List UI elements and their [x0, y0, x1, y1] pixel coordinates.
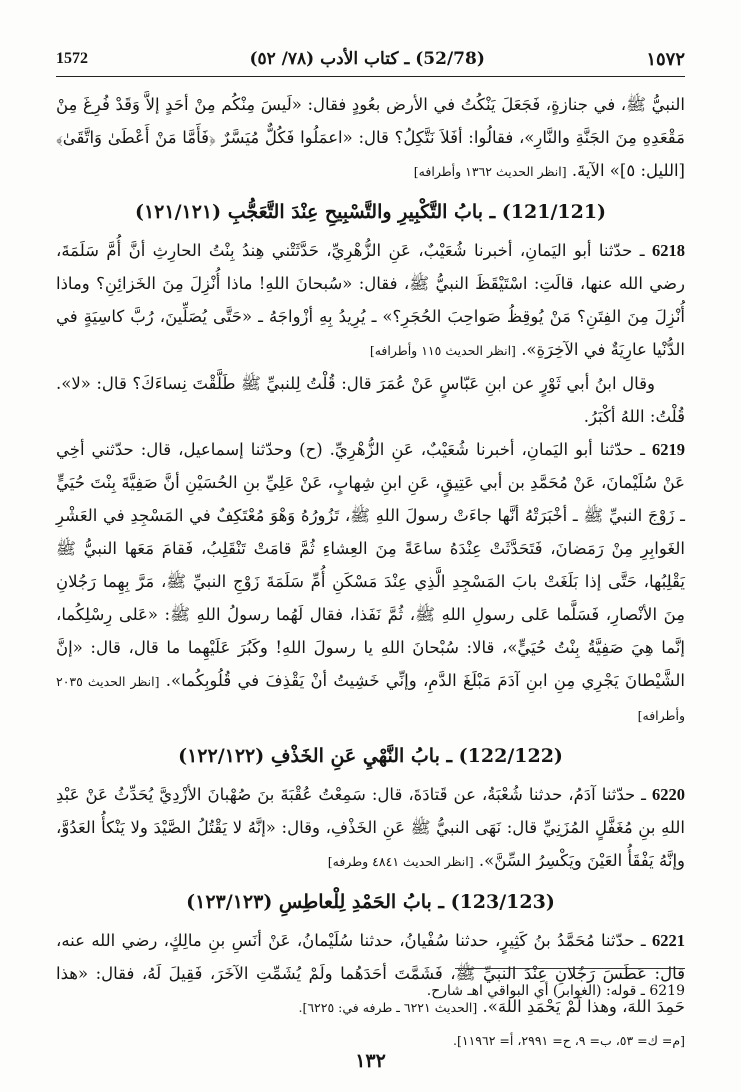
cross-reference: [انظر الحديث ١١٥ وأطرافه] [369, 343, 516, 358]
hadith-number: 6219 [652, 440, 685, 459]
main-text [56, 88, 685, 1057]
paragraph-continued [56, 88, 685, 188]
page-number-footer: ١٣٢ [355, 1050, 386, 1072]
hadith-6221 [56, 924, 685, 1024]
page-number-latin: 1572 [56, 50, 88, 67]
chapter-heading-122: (122/122) ـ بابُ النَّهْيِ عَنِ الخَذْفِ (١٢٢/١٢٢) [178, 745, 563, 767]
page-number-arabic: ١٥٧٢ [646, 48, 685, 70]
chapter-heading-121: (121/121) ـ بابُ التَّكْبِيرِ والتَّسْبِيحِ عِنْدَ التَّعَجُّبِ (١٢١/١٢١) [134, 201, 607, 223]
footnote: 6219 ـ قوله: (الغوابر) أي البواقي اهـ شارح. [426, 983, 685, 999]
hadith-6219 [56, 433, 685, 732]
hadith-number: 6220 [652, 785, 686, 804]
cross-reference: [انظر الحديث ٤٨٤١ وطرفه] [327, 854, 474, 869]
hadith-text: ـ حدّثنا أبو اليَمانِ، أخبرنا شُعَيْبٌ، عَنِ الزُّهْرِيِّ. (ح) وحدّثنا إسماعيل، قال: حدّثني أخِي عَنْ سُلَيْمانَ، عَنْ مُحَمَّدِ بن أبي عَتِيقٍ، عَنِ ابنِ شِهابٍ، عَنْ عَلِيِّ بنِ الحُسَيْنِ أنَّ صَفِيَّةَ بِنْتَ حُيَيٍّ ـ زَوْجَ النبيِّ ﷺ ـ أخْبَرَتْهُ أنَّها جاءَتْ رسولَ اللهِ ﷺ، تَزُورُهُ وَهْوَ مُعْتَكِفٌ في المَسْجِدِ في العَشْرِ الغَوابِرِ مِنْ رَمَضانَ، فَتَحَدَّثَتْ عِنْدَهُ ساعَةً مِنَ العِشاءِ ثُمَّ قامَتْ تَنْقَلِبُ، فَقامَ مَعَها النبيُّ ﷺ يَقْلِبُها، حَتَّى إذا بَلَغَتْ بابَ المَسْجِدِ الَّذِي عِنْدَ مَسْكَنِ أُمِّ سَلَمَةَ زَوْجِ النبيِّ ﷺ، مَرَّ بِهِما رَجُلانِ مِنَ الأنْصارِ، فَسَلَّما عَلى رسولِ اللهِ ﷺ، ثُمَّ نَفَذا، فقال لَهُما رسولُ اللهِ ﷺ: «عَلى رِسْلِكُما، إنَّما هِيَ صَفِيَّةُ بِنْتُ حُيَيٍّ»، قالا: سُبْحانَ اللهِ يا رسولَ اللهِ! وكَبُرَ عَلَيْهِما ما قال، قال: «إنَّ الشَّيْطانَ يَجْرِي مِنِ ابنِ آدَمَ مَبْلَغَ الدَّمِ، وإنِّي خَشِيتُ أنْ يَقْذِفَ في قُلُوبِكُما». [56, 440, 685, 690]
hadith-6218-addendum: وقال ابنُ أبي ثَوْرٍ عن ابنِ عَبّاسٍ عَنْ عُمَرَ قال: قُلْتُ لِلنبيِّ ﷺ طَلَّقْتَ نِساءَكَ؟ قال: «لا». قُلْتُ: اللهُ أكْبَرُ. [56, 374, 685, 426]
hadith-number: 6221 [651, 931, 685, 950]
hadith-text: ـ حدّثنا آدَمُ، حدثنا شُعْبَةُ، عن قَتادَةَ، قال: سَمِعْتُ عُقْبَةَ بنَ صُهْبانَ الأزْدِيَّ يُحَدِّثُ عَنْ عَبْدِ اللهِ بنِ مُغَفَّلٍ المُزَنِيِّ قال: نَهَى النبيُّ ﷺ عَنِ الخَذْفِ، وقال: «إنَّهُ لا يَقْتُلُ الصَّيْدَ ولا يَنْكأُ العَدُوَّ، وإنَّهُ يَفْقَأُ العَيْنَ ويَكْسِرُ السِّنَّ». [56, 785, 685, 870]
footnote-divider [455, 968, 685, 969]
running-title: (52/78) ـ كتاب الأدب (٧٨/ ٥٢) [249, 49, 485, 69]
chapter-heading-123: (123/123) ـ بابُ الحَمْدِ لِلْعاطِسِ (١٢٣/١٢٣) [186, 891, 555, 913]
hadith-6218 [56, 234, 685, 367]
paragraph-text: النبيُّ ﷺ، في جنازةٍ، فَجَعَلَ يَنْكُتُ في الأرض بعُودٍ فقال: «لَيسَ مِنْكُم مِنْ أحَدٍ إلاَّ وَقَدْ فُرِغَ مِنْ مَقْعَدِهِ مِنَ الجَنَّةِ والنَّارِ»، فقالُوا: أفَلاَ نَتَّكِلُ؟ قال: «اعمَلُوا فَكُلٌّ مُيَسَّرٌ ﴿فَأَمَّا مَنْ أَعْطَىٰ وَاتَّقَىٰ﴾ [الليل: ٥]» الآيةَ. [56, 95, 685, 180]
hadith-number: 6218 [652, 241, 685, 260]
hadith-text: ـ حدّثنا أبو اليَمانِ، أخبرنا شُعَيْبٌ، عَنِ الزُّهْرِيِّ، حَدَّثَتْني هِندُ بِنْتُ الحارِثِ أنَّ أُمَّ سَلَمَةَ، رضي الله عنها، قالَتِ: اسْتَيْقَظَ النبيُّ ﷺ، فقال: «سُبحانَ اللهِ! ماذا أُنْزِلَ مِنَ الخَزائِنِ؟ وماذا أُنْزِلَ مِنَ الفِتَنِ؟ مَنْ يُوقِظُ صَواحِبَ الحُجَرِ؟» ـ يُرِيدُ بِهِ أزْواجَهُ ـ «حَتَّى يُصَلِّينَ، رُبَّ كاسِيَةٍ في الدُّنْيا عارِيَةٌ في الآخِرَةِ». [56, 241, 685, 359]
running-header [56, 42, 685, 77]
hadith-6220 [56, 778, 685, 878]
manuscript-sigla: [م= ك= ٥٣، ب= ٩، ح= ٢٩٩١، أ= ١١٩٦٢]. [453, 1033, 685, 1048]
cross-reference: [انظر الحديث ١٣٦٢ وأطرافه] [413, 164, 567, 179]
cross-reference: [انظر الحديث ٢٠٣٥ وأطرافه] [56, 674, 685, 723]
hadith-text: ـ حدّثنا مُحَمَّدُ بنُ كَثِيرٍ، حدثنا سُفْيانُ، حدثنا سُلَيْمانُ، عَنْ أنَسِ بنِ مالِكٍ، رضي الله عنه، قال: عَطَسَ رَجُلانِ عِنْدَ النبيِّ ﷺ، فَشَمَّتَ أحَدَهُما ولَمْ يُشَمِّتِ الآخَرَ، فَقِيلَ لَهُ، فقال: «هذا حَمِدَ اللهَ، وهذا لَمْ يَحْمَدِ اللهَ». [56, 931, 685, 1016]
cross-reference: [الحديث ٦٢٢١ ـ طرفه في: ٦٢٢٥]. [298, 1000, 478, 1015]
